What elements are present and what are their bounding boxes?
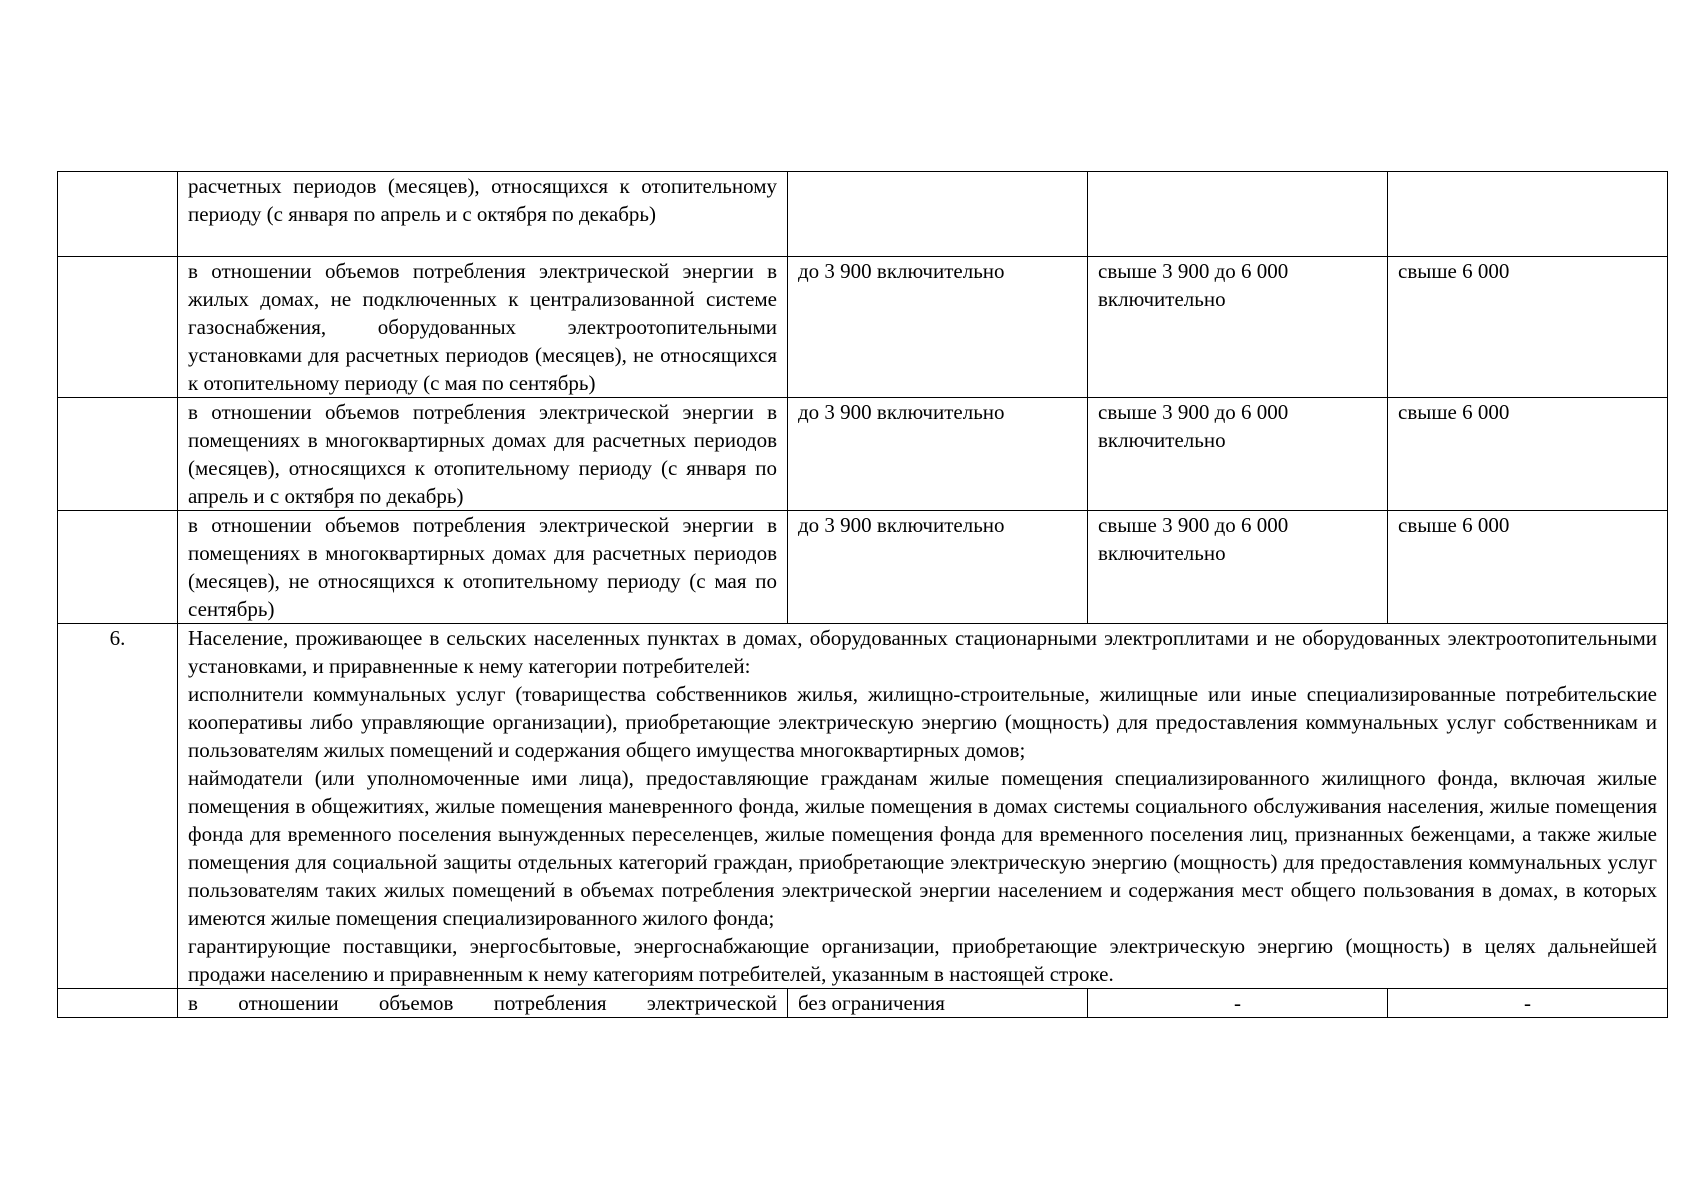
range-high-cell: - — [1388, 989, 1668, 1018]
category-title: Население, проживающее в сельских населенных пунктах в домах, оборудованных стационарными электроплитами и не оборудованных электроотопительными установками, и приравненные к нему категории потребителей: — [188, 626, 1657, 678]
row-number: 6. — [58, 624, 178, 989]
row-number-cell — [58, 989, 178, 1018]
range-low-cell: до 3 900 включительно — [788, 511, 1088, 624]
range-low-cell: до 3 900 включительно — [788, 257, 1088, 398]
category-paragraph: гарантирующие поставщики, энергосбытовые, энергоснабжающие организации, приобретающие электрическую энергию (мощность) в целях дальнейшей продажи населению и приравненным к нему категориям потребителей, указанным в настоящей строке. — [188, 934, 1657, 986]
table-row — [58, 989, 1668, 1018]
category-description — [178, 624, 1668, 989]
range-mid-cell: свыше 3 900 до 6 000 включительно — [1088, 398, 1388, 511]
range-mid-cell: свыше 3 900 до 6 000 включительно — [1088, 257, 1388, 398]
range-high-cell — [1388, 172, 1668, 257]
row-number-cell — [58, 398, 178, 511]
range-low-cell: до 3 900 включительно — [788, 398, 1088, 511]
consumption-description: расчетных периодов (месяцев), относящихся к отопительному периоду (с января по апрель и с октября по декабрь) — [178, 172, 788, 257]
consumption-description: в отношении объемов потребления электрической — [178, 989, 788, 1018]
consumption-description: в отношении объемов потребления электрической энергии в помещениях в многоквартирных домах для расчетных периодов (месяцев), относящихся к отопительному периоду (с января по апрель и с октября по декабрь) — [178, 398, 788, 511]
table-row — [58, 398, 1668, 511]
range-low-cell — [788, 172, 1088, 257]
category-paragraph: исполнители коммунальных услуг (товарищества собственников жилья, жилищно-строительные, жилищные или иные специализированные потребительские кооперативы либо управляющие организации), приобретающие электрическую энергию (мощность) для предоставления коммунальных услуг собственникам и пользователям жилых помещений и содержания общего имущества многоквартирных домов; — [188, 682, 1657, 762]
row-number-cell — [58, 511, 178, 624]
consumption-description: в отношении объемов потребления электрической энергии в помещениях в многоквартирных домах для расчетных периодов (месяцев), не относящихся к отопительному периоду (с мая по сентябрь) — [178, 511, 788, 624]
range-mid-cell — [1088, 172, 1388, 257]
range-high-cell: свыше 6 000 — [1388, 511, 1668, 624]
tariff-table — [57, 171, 1668, 1018]
range-low-cell: без ограничения — [788, 989, 1088, 1018]
range-mid-cell: свыше 3 900 до 6 000 включительно — [1088, 511, 1388, 624]
table-row — [58, 172, 1668, 257]
range-high-cell: свыше 6 000 — [1388, 398, 1668, 511]
table-row — [58, 257, 1668, 398]
table-row — [58, 624, 1668, 989]
table-row — [58, 511, 1668, 624]
row-number-cell — [58, 257, 178, 398]
consumption-description: в отношении объемов потребления электрической энергии в жилых домах, не подключенных к централизованной системе газоснабжения, оборудованных электроотопительными установками для расчетных периодов (месяцев), не относящихся к отопительному периоду (с мая по сентябрь) — [178, 257, 788, 398]
row-number-cell — [58, 172, 178, 257]
category-paragraph: наймодатели (или уполномоченные ими лица), предоставляющие гражданам жилые помещения специализированного жилищного фонда, включая жилые помещения в общежитиях, жилые помещения маневренного фонда, жилые помещения в домах системы социального обслуживания населения, жилые помещения фонда для временного поселения вынужденных переселенцев, жилые помещения фонда для временного поселения лиц, признанных беженцами, а также жилые помещения для социальной защиты отдельных категорий граждан, приобретающие электрическую энергию (мощность) для предоставления коммунальных услуг пользователям таких жилых помещений в объемах потребления электрической энергии населением и содержания мест общего пользования в домах, в которых имеются жилые помещения специализированного жилого фонда; — [188, 766, 1657, 930]
range-mid-cell: - — [1088, 989, 1388, 1018]
range-high-cell: свыше 6 000 — [1388, 257, 1668, 398]
